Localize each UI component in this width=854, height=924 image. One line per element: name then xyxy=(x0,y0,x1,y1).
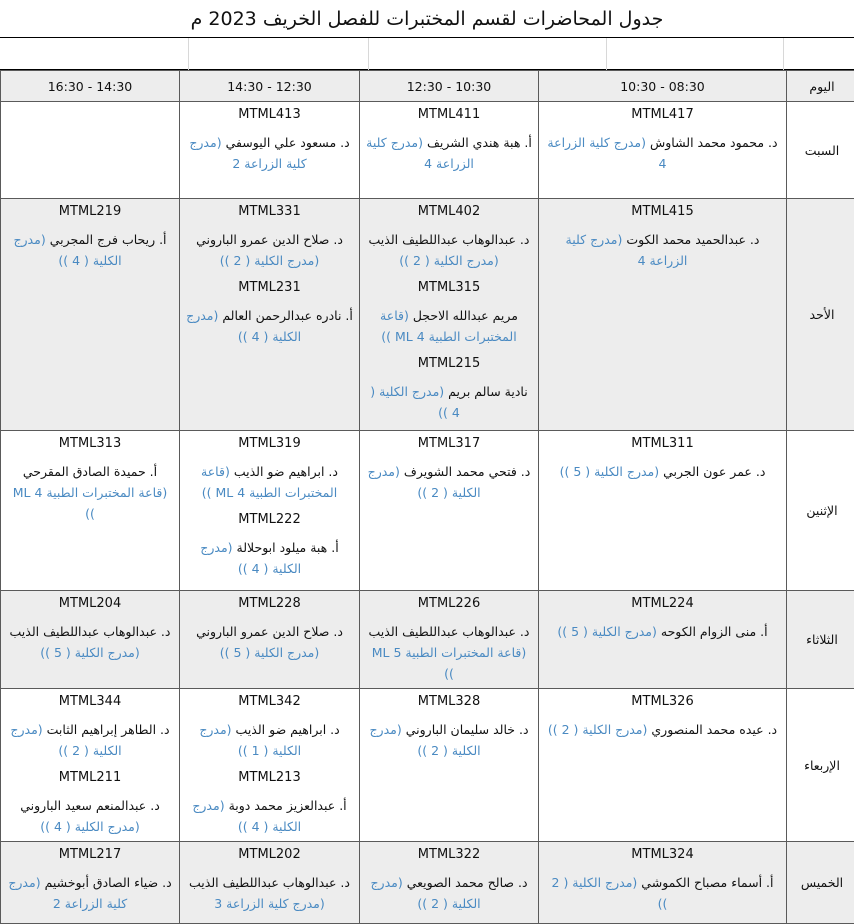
course-code: MTML315 xyxy=(366,279,532,297)
lecturer-name: أ. نادره عبدالرحمن العالم xyxy=(222,308,353,323)
course-code: MTML215 xyxy=(366,355,532,373)
course-entry xyxy=(180,199,359,275)
course-entry xyxy=(1,765,179,841)
room-location: (قاعة المختبرات الطبية 4 ML )) xyxy=(13,485,167,521)
lecturer-name: د. فتحي محمد الشويرف xyxy=(404,464,530,479)
schedule-cell xyxy=(180,842,360,924)
lecturer-name: أ. أسماء مصباح الكموشي xyxy=(641,875,773,890)
lecturer-name: أ. هبة ميلود ابوحلالة xyxy=(237,540,339,555)
room-location: (قاعة المختبرات الطبية 4 ML )) xyxy=(201,464,337,500)
header-row xyxy=(1,71,854,102)
course-details xyxy=(7,621,173,663)
header-day: اليوم xyxy=(787,71,854,102)
day-row xyxy=(1,431,854,591)
header-slot: 10:30 - 12:30 xyxy=(360,71,539,102)
room-location: (مدرج الكلية ( 2 )) xyxy=(399,253,499,268)
lecturer-name: أ. عبدالعزيز محمد دوبة xyxy=(229,798,347,813)
day-row xyxy=(1,591,854,689)
schedule-cell xyxy=(360,102,539,199)
course-entry xyxy=(360,351,538,427)
room-location: (مدرج الكلية ( 2 )) xyxy=(552,875,668,911)
day-row xyxy=(1,689,854,842)
course-entry xyxy=(180,689,359,765)
schedule-cell xyxy=(539,591,787,689)
course-code: MTML319 xyxy=(186,435,353,453)
lecturer-name: أ. هبة هندي الشريف xyxy=(427,135,532,150)
course-details xyxy=(366,872,532,914)
day-name: الأحد xyxy=(787,199,854,431)
schedule-cell xyxy=(1,102,180,199)
room-location: (مدرج كلية الزراعة 4 xyxy=(566,232,688,268)
course-details xyxy=(545,229,780,271)
lecturer-name: أ. حميدة الصادق المقرحي xyxy=(23,464,157,479)
spacer-row xyxy=(0,38,854,70)
course-code: MTML324 xyxy=(545,846,780,864)
course-code: MTML413 xyxy=(186,106,353,124)
lecturer-name: د. ابراهيم ضو الذيب xyxy=(234,464,338,479)
course-code: MTML228 xyxy=(186,595,353,613)
schedule-cell xyxy=(360,431,539,591)
course-entry xyxy=(539,431,786,486)
lecturer-name: د. عمر عون الجربي xyxy=(663,464,765,479)
course-details xyxy=(186,461,353,503)
day-name: الثلاثاء xyxy=(787,591,854,689)
room-location: (مدرج الكلية ( 4 )) xyxy=(40,819,140,834)
lecturer-name: د. عبدالوهاب عبداللطيف الذيب xyxy=(189,875,350,890)
lecturer-name: د. عبدالوهاب عبداللطيف الذيب xyxy=(369,232,530,247)
course-entry xyxy=(1,689,179,765)
room-location: (قاعة المختبرات الطبية 4 ML )) xyxy=(380,308,517,344)
room-location: (مدرج الكلية ( 4 )) xyxy=(200,540,301,576)
room-location: (مدرج الكلية ( 2 )) xyxy=(370,875,480,911)
course-entry xyxy=(180,102,359,178)
lecturer-name: د. عيده محمد المنصوري xyxy=(651,722,777,737)
schedule-cell xyxy=(1,431,180,591)
course-details xyxy=(7,872,173,914)
room-location: (مدرج الكلية ( 2 )) xyxy=(368,464,481,500)
course-entry xyxy=(539,842,786,918)
course-details xyxy=(545,461,780,482)
course-entry xyxy=(180,842,359,918)
course-details xyxy=(366,621,532,684)
course-details xyxy=(186,621,353,663)
course-code: MTML217 xyxy=(7,846,173,864)
day-name: السبت xyxy=(787,102,854,199)
room-location: (مدرج الكلية ( 4 )) xyxy=(186,308,301,344)
schedule-cell xyxy=(180,591,360,689)
day-row xyxy=(1,842,854,924)
room-location: (مدرج الكلية ( 1 )) xyxy=(199,722,301,758)
course-code: MTML342 xyxy=(186,693,353,711)
course-code: MTML415 xyxy=(545,203,780,221)
course-details xyxy=(366,461,532,503)
schedule-cell xyxy=(180,431,360,591)
lecturer-name: نادية سالم بريم xyxy=(448,384,528,399)
room-location: (مدرج الكلية ( 4 )) xyxy=(13,232,121,268)
course-code: MTML417 xyxy=(545,106,780,124)
room-location: (مدرج الكلية ( 2 )) xyxy=(548,722,648,737)
room-location: (مدرج الكلية ( 2 )) xyxy=(220,253,320,268)
schedule-cell xyxy=(180,689,360,842)
lecturer-name: د. ابراهيم ضو الذيب xyxy=(236,722,340,737)
room-location: (مدرج الكلية ( 5 )) xyxy=(557,624,657,639)
course-entry xyxy=(180,275,359,351)
page-title: جدول المحاضرات لقسم المختبرات للفصل الخريف 2023 م xyxy=(0,0,854,38)
room-location: (مدرج الكلية ( 4 )) xyxy=(192,798,301,834)
course-details xyxy=(545,719,780,740)
course-details xyxy=(186,229,353,271)
course-details xyxy=(186,537,353,579)
course-details xyxy=(545,621,780,642)
course-details xyxy=(7,229,173,271)
course-entry xyxy=(360,431,538,507)
course-entry xyxy=(1,591,179,667)
course-entry xyxy=(360,689,538,765)
room-location: (مدرج الكلية ( 5 )) xyxy=(560,464,660,479)
room-location: (مدرج كلية الزراعة 4 xyxy=(547,135,666,171)
course-code: MTML326 xyxy=(545,693,780,711)
schedule-cell xyxy=(539,689,787,842)
course-entry xyxy=(539,199,786,275)
lecturer-name: د. ضياء الصادق أبوخشيم xyxy=(45,875,172,890)
course-details xyxy=(186,872,353,914)
course-code: MTML317 xyxy=(366,435,532,453)
course-code: MTML322 xyxy=(366,846,532,864)
room-location: (مدرج الكلية ( 2 )) xyxy=(10,722,121,758)
course-code: MTML211 xyxy=(7,769,173,787)
schedule-cell xyxy=(1,199,180,431)
schedule-cell xyxy=(360,591,539,689)
room-location: (مدرج الكلية ( 4 )) xyxy=(370,384,460,420)
course-details xyxy=(7,719,173,761)
room-location: (مدرج الكلية ( 2 )) xyxy=(369,722,480,758)
course-entry xyxy=(180,507,359,583)
course-entry xyxy=(1,431,179,528)
schedule-cell xyxy=(539,199,787,431)
course-entry xyxy=(180,765,359,841)
schedule-cell xyxy=(539,102,787,199)
schedule-cell xyxy=(180,102,360,199)
course-entry xyxy=(360,102,538,178)
lecturer-name: د. خالد سليمان الباروني xyxy=(406,722,529,737)
course-code: MTML344 xyxy=(7,693,173,711)
course-details xyxy=(186,719,353,761)
schedule-cell xyxy=(1,842,180,924)
schedule-cell xyxy=(180,199,360,431)
day-name: الإثنين xyxy=(787,431,854,591)
course-details xyxy=(366,229,532,271)
course-entry xyxy=(539,591,786,646)
lecturer-name: أ. ريحاب فرج المجربي xyxy=(50,232,167,247)
schedule-cell xyxy=(1,689,180,842)
course-entry xyxy=(360,275,538,351)
course-details xyxy=(545,872,780,914)
schedule-cell xyxy=(539,431,787,591)
lecturer-name: د. عبدالحميد محمد الكوت xyxy=(626,232,759,247)
lecturer-name: د. عبدالوهاب عبداللطيف الذيب xyxy=(369,624,530,639)
header-slot: 14:30 - 16:30 xyxy=(1,71,180,102)
lecturer-name: مريم عبدالله الاحجل xyxy=(413,308,518,323)
course-details xyxy=(366,132,532,174)
lecturer-name: د. صالح محمد الصويعي xyxy=(407,875,528,890)
course-code: MTML231 xyxy=(186,279,353,297)
room-location: (مدرج كلية الزراعة 3 xyxy=(214,896,325,911)
course-entry xyxy=(1,842,179,918)
room-location: (مدرج كلية الزراعة 2 xyxy=(8,875,127,911)
lecturer-name: د. صلاح الدين عمرو الباروني xyxy=(196,624,343,639)
course-details xyxy=(7,795,173,837)
day-row xyxy=(1,102,854,199)
course-entry xyxy=(1,199,179,275)
course-entry xyxy=(539,689,786,744)
course-code: MTML226 xyxy=(366,595,532,613)
course-code: MTML213 xyxy=(186,769,353,787)
course-code: MTML313 xyxy=(7,435,173,453)
course-entry xyxy=(360,842,538,918)
schedule-cell xyxy=(1,591,180,689)
schedule-cell xyxy=(360,689,539,842)
course-entry xyxy=(180,591,359,667)
day-row xyxy=(1,199,854,431)
lecturer-name: د. عبدالمنعم سعيد الباروني xyxy=(20,798,160,813)
course-entry xyxy=(360,199,538,275)
header-slot: 12:30 - 14:30 xyxy=(180,71,360,102)
course-code: MTML402 xyxy=(366,203,532,221)
room-location: (مدرج كلية الزراعة 2 xyxy=(189,135,306,171)
room-location: (قاعة المختبرات الطبية 5 ML )) xyxy=(372,645,526,681)
room-location: (مدرج كلية الزراعة 4 xyxy=(366,135,474,171)
course-details xyxy=(366,381,532,423)
course-code: MTML328 xyxy=(366,693,532,711)
course-details xyxy=(366,305,532,347)
course-details xyxy=(186,132,353,174)
room-location: (مدرج الكلية ( 5 )) xyxy=(40,645,140,660)
lecturer-name: د. محمود محمد الشاوش xyxy=(650,135,778,150)
day-name: الخميس xyxy=(787,842,854,924)
course-details xyxy=(7,461,173,524)
course-code: MTML219 xyxy=(7,203,173,221)
lecturer-name: أ. منى الزوام الكوحه xyxy=(661,624,768,639)
course-details xyxy=(186,795,353,837)
lecturer-name: د. عبدالوهاب عبداللطيف الذيب xyxy=(10,624,171,639)
lecturer-name: د. صلاح الدين عمرو الباروني xyxy=(196,232,343,247)
schedule-table xyxy=(0,70,854,924)
course-code: MTML224 xyxy=(545,595,780,613)
course-code: MTML331 xyxy=(186,203,353,221)
course-code: MTML411 xyxy=(366,106,532,124)
course-code: MTML202 xyxy=(186,846,353,864)
course-details xyxy=(545,132,780,174)
schedule-cell xyxy=(539,842,787,924)
schedule-cell xyxy=(360,199,539,431)
header-slot: 08:30 - 10:30 xyxy=(539,71,787,102)
course-entry xyxy=(180,431,359,507)
course-entry xyxy=(539,102,786,178)
course-code: MTML204 xyxy=(7,595,173,613)
room-location: (مدرج الكلية ( 5 )) xyxy=(220,645,320,660)
day-name: الإربعاء xyxy=(787,689,854,842)
course-details xyxy=(186,305,353,347)
course-code: MTML222 xyxy=(186,511,353,529)
course-code: MTML311 xyxy=(545,435,780,453)
course-details xyxy=(366,719,532,761)
course-entry xyxy=(360,591,538,688)
lecturer-name: د. الطاهر إبراهيم الثابت xyxy=(47,722,170,737)
schedule-cell xyxy=(360,842,539,924)
lecturer-name: د. مسعود علي اليوسفي xyxy=(226,135,350,150)
